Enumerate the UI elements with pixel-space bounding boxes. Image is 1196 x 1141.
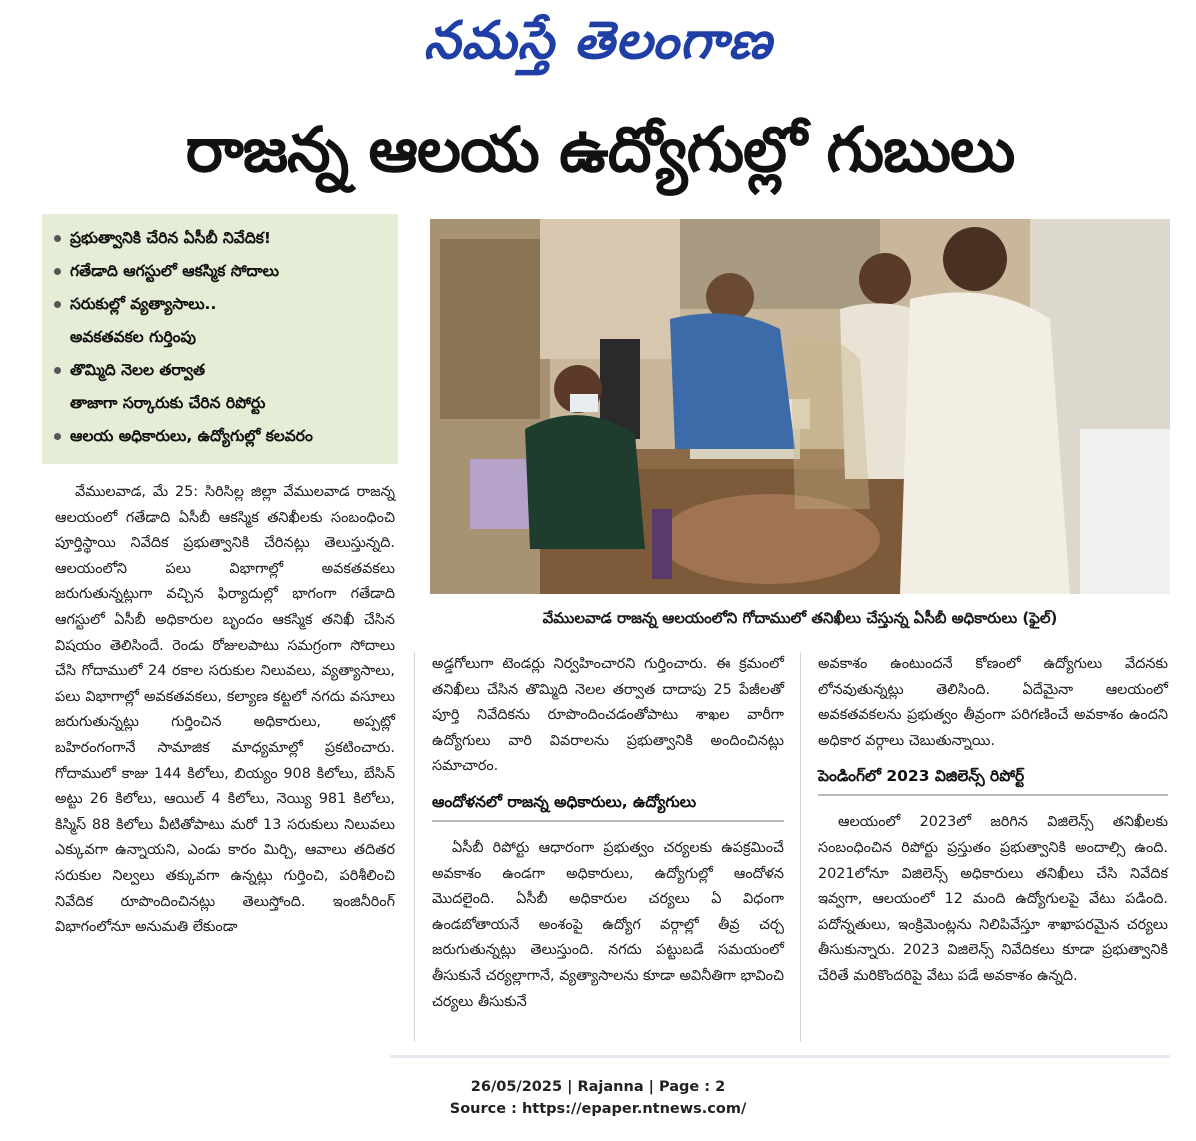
article-column-1	[55, 480, 395, 941]
photo-illustration	[430, 219, 1170, 594]
article-column-2	[432, 652, 784, 1015]
highlight-item: గతేడాది ఆగస్టులో ఆకస్మిక సోదాలు	[52, 255, 392, 288]
subheading: పెండింగ్‌లో 2023 విజిలెన్స్ రిపోర్ట్	[818, 760, 1168, 796]
article-column-3	[818, 652, 1168, 990]
article-headline: రాజన్న ఆలయ ఉద్యోగుల్లో గుబులు	[185, 113, 1015, 186]
highlight-item: అవకతవకల గుర్తింపు	[70, 328, 196, 346]
bullet-icon	[54, 268, 61, 275]
paragraph: ఆలయంలో 2023లో జరిగిన విజిలెన్స్ తనిఖీలకు సంబంధించిన రిపోర్టు ప్రస్తుతం ప్రభుత్వానికి అందాల్సి ఉంది. 2021లోనూ విజిలెన్స్ అధికారులు తనిఖీలు చేసి నివేదిక ఇవ్వగా, ఆలయంలో 12 మంది ఉద్యోగులపై వేటు పడింది. పదోన్నతులు, ఇంక్రిమెంట్లను నిలిపివేస్తూ శాఖాపరమైన చర్యలు తీసుకున్నారు. 2023 విజిలెన్స్ నివేదికలు కూడా ప్రభుత్వానికి చేరితే మరికొందరిపై వేటు పడే అవకాశం ఉన్నది.	[818, 814, 1168, 984]
highlight-item: తొమ్మిది నెలల తర్వాత	[52, 354, 392, 387]
highlight-item: తాజాగా సర్కారుకు చేరిన రిపోర్టు	[70, 394, 266, 412]
column-divider	[414, 652, 415, 1042]
bullet-icon	[54, 367, 61, 374]
bullet-icon	[54, 235, 61, 242]
masthead-logo: నమస్తే తెలంగాణ	[423, 11, 773, 71]
paragraph: అవకాశం ఉంటుందనే కోణంలో ఉద్యోగులు వేదనకు లోనవుతున్నట్లు తెలిసింది. ఏదేమైనా ఆలయంలో అవకతవకలను ప్రభుత్వం తీవ్రంగా పరిగణించే అవకాశం ఉందని అధికార వర్గాలు చెబుతున్నాయి.	[818, 656, 1168, 749]
paragraph: ఏసీబీ రిపోర్టు ఆధారంగా ప్రభుత్వం చర్యలకు ఉపక్రమించే అవకాశం ఉండగా అధికారులు, ఉద్యోగుల్లో ఆందోళన మొదలైంది. ఏసీబీ అధికారుల చర్యలు ఏ విధంగా ఉండబోతాయనే అంశంపై ఉద్యోగ వర్గాల్లో తీవ్ర చర్చ జరుగుతున్నట్లు తెలుస్తుంది. నగదు పట్టుబడే సమయంలో తీసుకునే చర్యల్లాగానే, వ్యత్యాసాలను కూడా అవినీతిగా భావించి చర్యలు తీసుకునే	[432, 839, 784, 1010]
highlights-box	[42, 214, 398, 464]
article-photo	[430, 219, 1170, 594]
subheading: ఆందోళనలో రాజన్న అధికారులు, ఉద్యోగులు	[432, 786, 784, 822]
paragraph: వేములవాడ, మే 25: సిరిసిల్ల జిల్లా వేములవాడ రాజన్న ఆలయంలో గతేడాది ఏసీబీ ఆకస్మిక తనిఖీలకు సంబంధించి పూర్తిస్థాయి నివేదిక ప్రభుత్వానికి చేరినట్లు తెలుస్తున్నది. ఆలయంలోని పలు విభాగాల్లో అవకతవకలు జరుగుతున్నట్లుగా వచ్చిన ఫిర్యాదుల్లో భాగంగా గతేడాది ఆగస్టులో ఏసీబీ అధికారుల బృందం ఆకస్మిక తనిఖీ చేసిన విషయం తెలిసిందే. రెండు రోజులపాటు సమగ్రంగా సోదాలు చేసి గోదాములో 24 రకాల సరుకుల నిలువలు, వ్యత్యాసాలు, పలు విభాగాల్లో అవకతవకలు, కల్యాణ కట్టలో నగదు వసూలు జరుగుతున్నట్లు గుర్తించిన అధికారులు, అప్పట్లో బహిరంగంగానే సామాజిక మాధ్యమాల్లో ప్రకటించారు. గోదాములో కాజు 144 కిలోలు, బియ్యం 908 కిలోలు, బేసిన్ అట్టు 26 కిలోలు, ఆయిల్ 4 కిలోలు, నెయ్యి 981 కిలోలు, కిస్మిస్ 88 కిలోలు వీటితోపాటు మరో 13 సరుకులు నిలువలు ఎక్కువగా ఉన్నాయని, ఎండు కారం మిర్చి, ఆవాలు తదితర సరుకుల నిల్వలు తక్కువగా ఉన్నట్లు గుర్తించి, పరిశీలించి నివేదిక రూపొందించినట్లు తెలుస్తోంది. ఇంజినీరింగ్ విభాగంలోనూ అనుమతి లేకుండా	[55, 484, 395, 936]
footer-source-link[interactable]: Source : https://epaper.ntnews.com/	[449, 1101, 747, 1117]
column-divider	[800, 652, 801, 1042]
paragraph: అడ్డగోలుగా టెండర్లు నిర్వహించారని గుర్తించారు. ఈ క్రమంలో తనిఖీలు చేసిన తొమ్మిది నెలల తర్వాత దాదాపు 25 పేజీలతో పూర్తి నివేదికను రూపొందించడంతోపాటు శాఖల వారీగా ఉద్యోగులు వారి వివరాలను ప్రభుత్వానికి అందించినట్లు సమాచారం.	[432, 656, 784, 775]
highlight-item: సరుకుల్లో వ్యత్యాసాలు..	[52, 288, 392, 321]
bullet-icon	[54, 301, 61, 308]
footer-edition-info: 26/05/2025 | Rajanna | Page : 2	[470, 1079, 726, 1095]
bottom-rule	[390, 1055, 1170, 1058]
highlight-item: ప్రభుత్వానికి చేరిన ఏసీబీ నివేదిక!	[52, 222, 392, 255]
bullet-icon	[54, 433, 61, 440]
highlight-item: ఆలయ అధికారులు, ఉద్యోగుల్లో కలవరం	[52, 420, 392, 453]
photo-caption: వేములవాడ రాజన్న ఆలయంలోని గోదాములో తనిఖీలు చేస్తున్న ఏసీబీ అధికారులు (ఫైల్)	[542, 609, 1058, 627]
